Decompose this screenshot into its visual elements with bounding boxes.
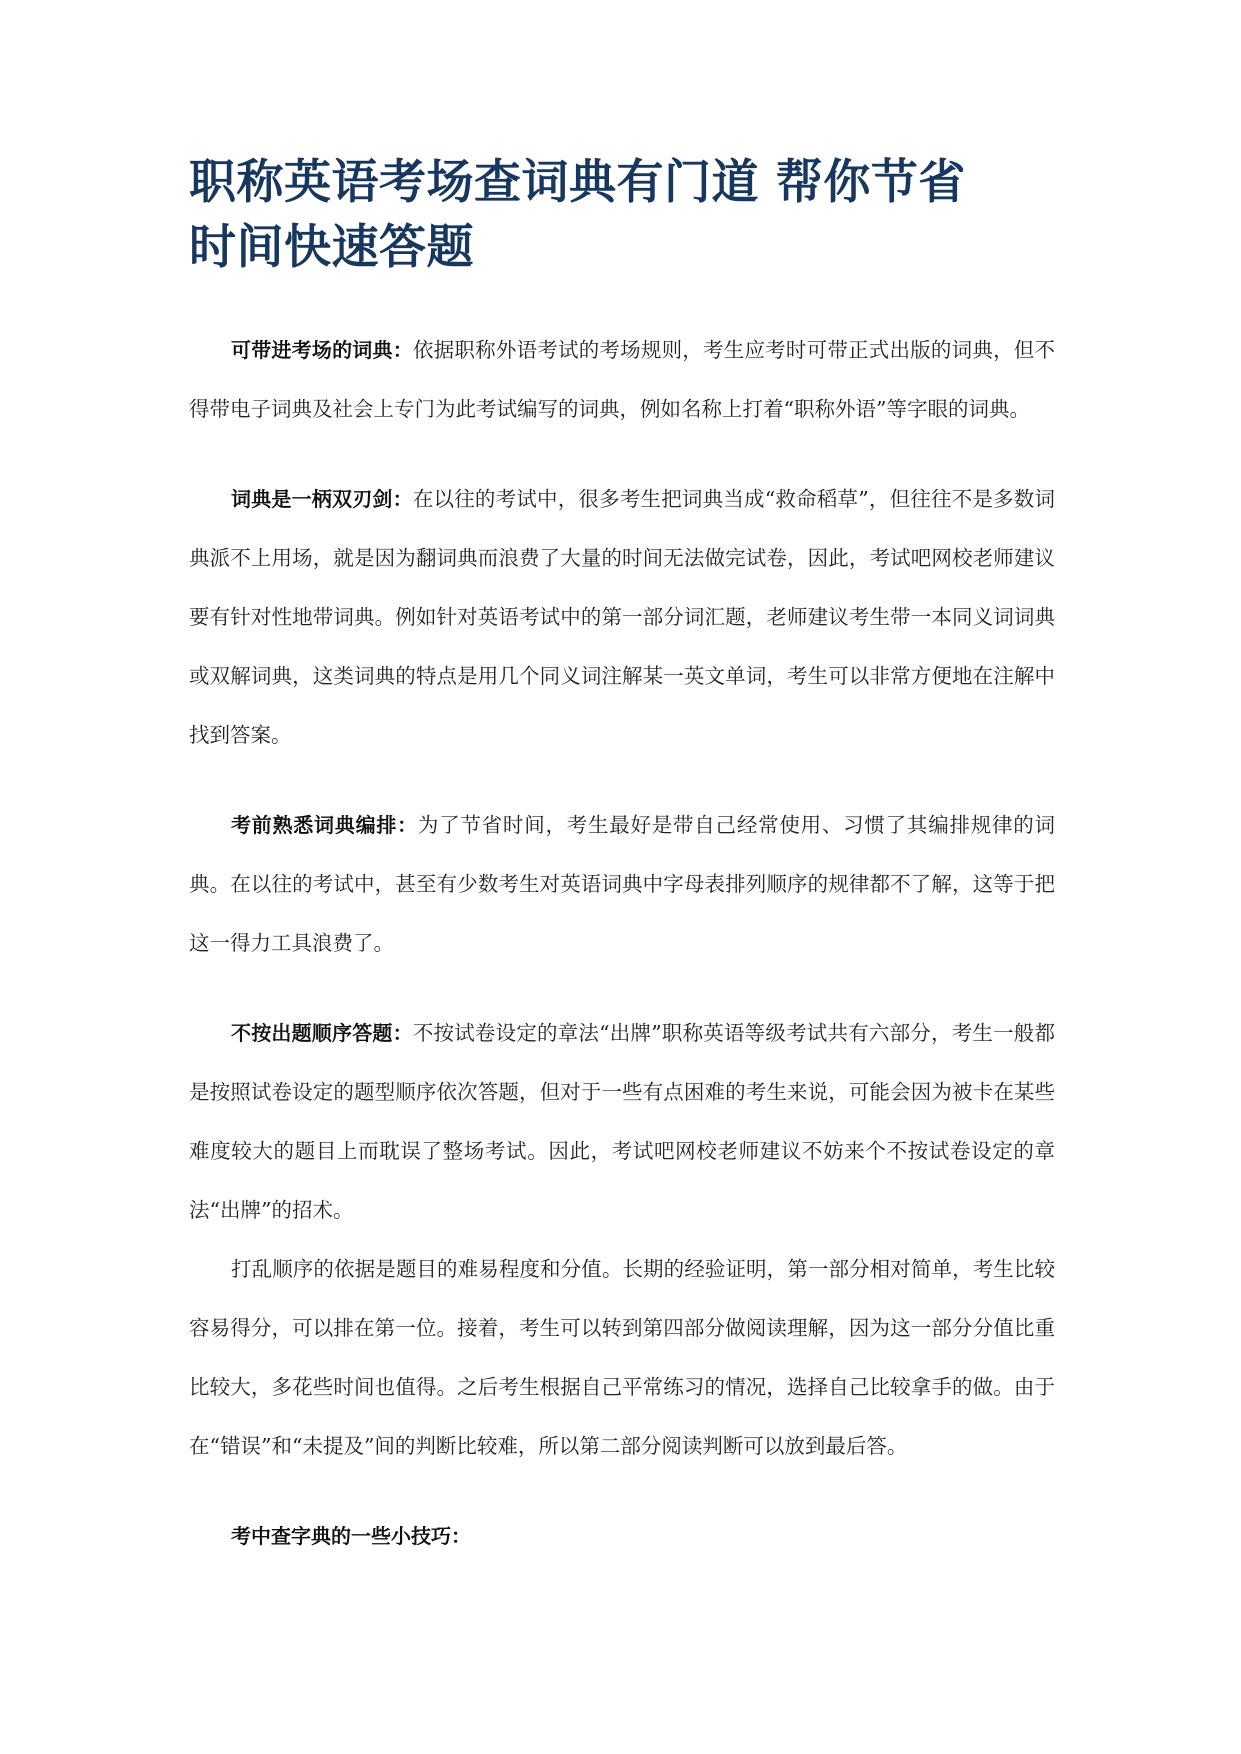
document-body (189, 321, 1055, 1566)
paragraph-reorder-basis (189, 1240, 1055, 1476)
paragraph-lead: 不按出题顺序答题： (231, 1021, 413, 1045)
paragraph-double-edged-sword (189, 470, 1055, 765)
paragraph-text: 在以往的考试中，很多考生把词典当成“救命稻草”，但往往不是多数词典派不上用场，就是因为翻词典而浪费了大量的时间无法做完试卷，因此，考试吧网校老师建议要有针对性地带词典。例如针对英语考试中的第一部分词汇题，老师建议考生带一本同义词词典或双解词典，这类词典的特点是用几个同义词注解某一英文单词，考生可以非常方便地在注解中找到答案。 (189, 487, 1055, 747)
document-page (189, 150, 1055, 1566)
paragraph-lookup-tips (189, 1507, 1055, 1566)
paragraph-text: 不按试卷设定的章法“出牌”职称英语等级考试共有六部分，考生一般都是按照试卷设定的题型顺序依次答题，但对于一些有点困难的考生来说，可能会因为被卡在某些难度较大的题目上而耽误了整场考试。因此，考试吧网校老师建议不妨来个不按试卷设定的章法“出牌”的招术。 (189, 1021, 1055, 1222)
paragraph-text: 为了节省时间，考生最好是带自己经常使用、习惯了其编排规律的词典。在以往的考试中，甚至有少数考生对英语词典中字母表排列顺序的规律都不了解，这等于把这一得力工具浪费了。 (189, 813, 1056, 955)
paragraph-lead: 考前熟悉词典编排： (231, 813, 418, 837)
paragraph-lead: 可带进考场的词典： (231, 338, 413, 362)
document-title (189, 150, 1055, 280)
paragraph-text: 依据职称外语考试的考场规则，考生应考时可带正式出版的词典，但不得带电子词典及社会上专门为此考试编写的词典，例如名称上打着“职称外语”等字眼的词典。 (189, 338, 1056, 421)
paragraph-familiarize-dictionary (189, 796, 1055, 973)
title-line-2: 时间快速答题 (189, 220, 474, 275)
paragraph-text: 打乱顺序的依据是题目的难易程度和分值。长期的经验证明，第一部分相对简单，考生比较容易得分，可以排在第一位。接着，考生可以转到第四部分做阅读理解，因为这一部分分值比重比较大，多花些时间也值得。之后考生根据自己平常练习的情况，选择自己比较拿手的做。由于在“错误”和“未提及”间的判断比较难，所以第二部分阅读判断可以放到最后答。 (189, 1257, 1055, 1458)
paragraph-lead: 词典是一柄双刃剑： (231, 487, 413, 511)
paragraph-answer-order (189, 1004, 1055, 1240)
paragraph-allowed-dictionaries (189, 321, 1055, 439)
paragraph-lead: 考中查字典的一些小技巧： (231, 1524, 471, 1548)
title-line-1: 职称英语考场查词典有门道 帮你节省 (189, 155, 966, 210)
